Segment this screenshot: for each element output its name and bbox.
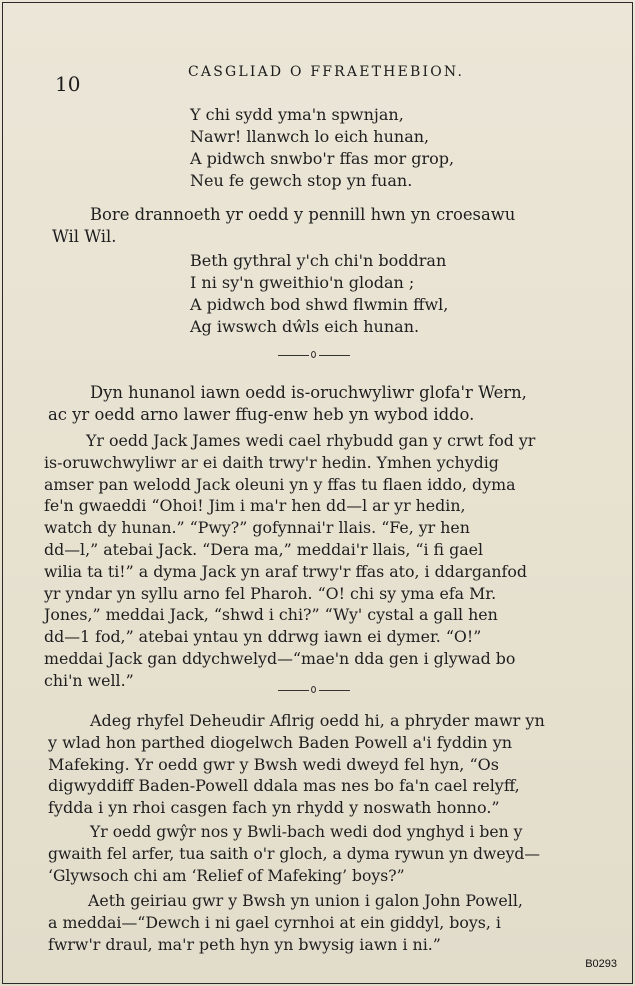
running-title: CASGLIAD O FFRAETHEBION. bbox=[188, 64, 465, 80]
text-line: fe'n gwaeddi “Ohoi! Jim i ma'r hen dd—l ar yr hedin, bbox=[44, 496, 466, 516]
text-line: ‘Glywsoch chi am ‘Relief of Mafeking’ boys?” bbox=[48, 866, 405, 885]
paragraph-2 bbox=[40, 382, 527, 426]
text-line: yr yndar yn syllu arno fel Pharoh. “O! chi sy yma efa Mr. bbox=[44, 583, 497, 603]
text-line: watch dy hunan.” “Pwy?” gofynnai'r llais. “Fe, yr hen bbox=[44, 518, 470, 538]
text-line: Mafeking. Yr oedd gwr y Bwsh wedi dweyd fel hyn, “Os bbox=[48, 754, 499, 774]
paragraph-1 bbox=[40, 204, 515, 248]
text-line: a meddai—“Dewch i ni gael cyrnhoi at ein giddyl, boys, i bbox=[48, 912, 501, 932]
divider-rule bbox=[278, 355, 309, 356]
divider-ornament bbox=[311, 686, 316, 693]
text-line: dd—1 fod,” atebai yntau yn ddrwg iawn ei dymer. “O!” bbox=[44, 627, 482, 647]
section-divider bbox=[278, 349, 350, 361]
verse-line: Neu fe gewch stop yn fuan. bbox=[190, 171, 413, 190]
text-line: fwrw'r draul, ma'r peth hyn yn bwysig iawn i ni.” bbox=[48, 934, 441, 954]
text-line: Aeth geiriau gwr y Bwsh yn union i galon John Powell, bbox=[88, 891, 523, 910]
text-line: Dyn hunanol iawn oedd is-oruchwyliwr glofa'r Wern, bbox=[90, 383, 527, 402]
text-line: chi'n well.” bbox=[44, 670, 134, 690]
text-line: dd—l,” atebai Jack. “Dera ma,” meddai'r llais, “i fi gael bbox=[44, 539, 484, 559]
paragraph-5 bbox=[40, 822, 540, 887]
paragraph-6 bbox=[40, 890, 523, 955]
verse-line: I ni sy'n gweithio'n glodan ; bbox=[190, 273, 415, 292]
text-line: amser pan welodd Jack oleuni yn y ffas tu flaen iddo, dyma bbox=[44, 474, 516, 494]
divider-rule bbox=[278, 690, 309, 691]
catalog-id: B0293 bbox=[585, 958, 617, 970]
paragraph-4 bbox=[40, 710, 545, 819]
divider-ornament bbox=[311, 351, 316, 358]
text-line: meddai Jack gan ddychwelyd—“mae'n dda gen i glywad bo bbox=[44, 648, 516, 668]
text-line: is-oruwchwyliwr ar ei daith trwy'r hedin. Ymhen ychydig bbox=[44, 452, 499, 472]
text-line: digwyddiff Baden-Powell ddala mas nes bo fa'n cael relyff, bbox=[48, 776, 520, 796]
page-number: 10 bbox=[55, 72, 81, 96]
verse-1 bbox=[190, 104, 454, 192]
text-line: Bore drannoeth yr oedd y pennill hwn yn croesawu bbox=[90, 205, 516, 224]
text-line: Yr oedd gwŷr nos y Bwli-bach wedi dod ynghyd i ben y bbox=[90, 823, 523, 841]
text-line: Yr oedd Jack James wedi cael rhybudd gan y crwt fod yr bbox=[86, 431, 536, 450]
text-line: fydda i yn rhoi casgen fach yn rhydd y noswath honno.” bbox=[48, 798, 500, 818]
paragraph-3 bbox=[40, 430, 535, 692]
verse-line: Beth gythral y'ch chi'n boddran bbox=[190, 251, 447, 270]
text-line: Adeg rhyfel Deheudir Aflrig oedd hi, a phryder mawr yn bbox=[90, 711, 545, 730]
verse-line: A pidwch snwbo'r ffas mor grop, bbox=[190, 149, 455, 168]
text-line: Wil Wil. bbox=[52, 226, 117, 246]
verse-2 bbox=[190, 250, 448, 338]
verse-line: Nawr! llanwch lo eich hunan, bbox=[190, 127, 430, 146]
verse-line: Y chi sydd yma'n spwnjan, bbox=[190, 105, 404, 124]
verse-line: A pidwch bod shwd flwmin ffwl, bbox=[190, 295, 449, 314]
divider-rule bbox=[319, 355, 350, 356]
text-line: wilia ta ti!” a dyma Jack yn araf trwy'r ffas ato, i ddarganfod bbox=[44, 561, 528, 581]
text-line: y wlad hon parthed diogelwch Baden Powell a'i fyddin yn bbox=[48, 732, 513, 752]
divider-rule bbox=[319, 690, 350, 691]
text-line: Jones,” meddai Jack, “shwd i chi?” “Wy' cystal a gall hen bbox=[44, 605, 498, 625]
text-line: ac yr oedd arno lawer ffug-enw heb yn wybod iddo. bbox=[48, 404, 475, 424]
verse-line: Ag iwswch dŵls eich hunan. bbox=[190, 317, 420, 336]
text-line: gwaith fel arfer, tua saith o'r gloch, a dyma rywun yn dweyd— bbox=[48, 844, 540, 863]
section-divider bbox=[278, 684, 350, 696]
